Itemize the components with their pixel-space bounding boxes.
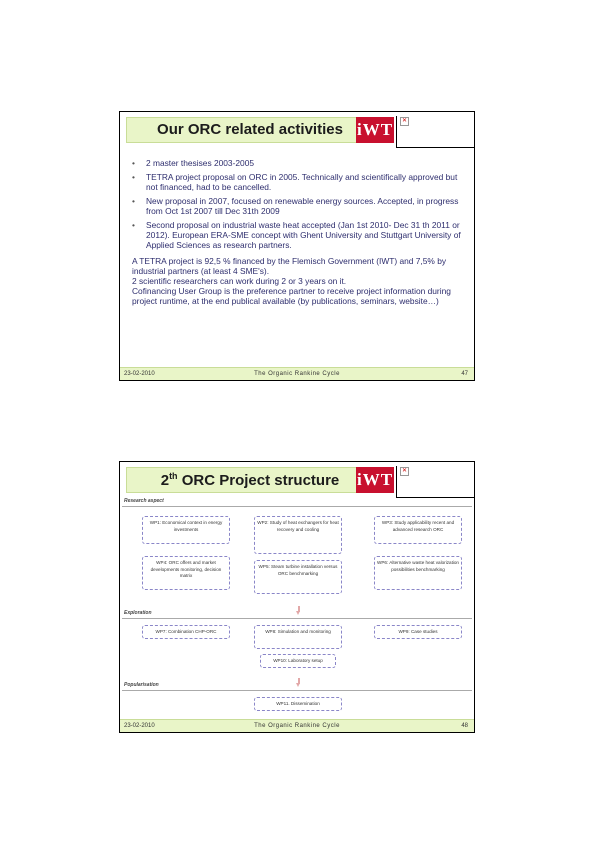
iwt-logo: iWT [356,467,394,493]
image-placeholder [396,466,474,498]
wp10-box: WP10: Laboratory setup [260,654,336,668]
section-divider [122,506,472,507]
section-divider [122,690,472,691]
slide-47 [119,111,475,381]
bullet-list [130,158,470,250]
wp1-box: WP1: Economical context in energy investments [142,516,230,544]
wp6-box: WP6: Alternative waste heat valorization possibilities benchmarking [374,556,462,590]
paragraph-line: A TETRA project is 92,5 % financed by the Flemisch Government (IWT) and 7,5% by industrial partners (at least 4 SME's). [132,256,447,276]
footer-title: The Organic Rankine Cycle [254,371,340,377]
wp7-box: WP7: Combination CHP-ORC [142,625,230,639]
wp4-box: WP4: ORC offers and market developments monitoring, decision matrix [142,556,230,590]
slide-footer [120,719,474,732]
slide-title-bar [126,467,374,493]
section-label-exploration: Exploration [124,610,152,616]
project-structure-diagram [122,498,472,720]
wp3-box: WP3: Study applicability recent and advanced research ORC [374,516,462,544]
iwt-logo: iWT [356,117,394,143]
footer-title: The Organic Rankine Cycle [254,723,340,729]
slide-title-bar [126,117,374,143]
title-superscript: th [169,471,178,481]
wp8-box: WP8: Simulation and monitoring [254,625,342,649]
section-label-research: Research aspect [124,498,164,504]
slide-title [127,471,373,489]
section-label-popularisation: Popularisation [124,682,159,688]
image-placeholder [396,116,474,148]
arrow-down-icon [296,678,301,687]
footer-date: 23-02-2010 [124,723,155,729]
bullet-item: • 2 master thesises 2003-2005 [130,158,470,168]
footer-page-number: 47 [461,371,468,377]
wp2-box: WP2: Study of heat exchangers for heat recovery and cooling [254,516,342,554]
slide-content [130,158,470,306]
title-prefix: 2 [160,472,170,489]
bullet-item: • TETRA project proposal on ORC in 2005. Technically and scientifically approved but not financed, had to be cancelled. [130,172,470,192]
section-divider [122,618,472,619]
footer-date: 23-02-2010 [124,371,155,377]
wp11-box: WP11. Dissemination [254,697,342,711]
slide-footer [120,367,474,380]
arrow-down-icon [296,606,301,615]
title-rest: ORC Project structure [177,472,340,489]
wp9-box: WP9: Case studies [374,625,462,639]
slide-title: Our ORC related activities [157,121,343,138]
bullet-item: • Second proposal on industrial waste heat accepted (Jan 1st 2010- Dec 31 th 2011 or 2012). European ERA-SME concept with Ghent University and Stuttgart University of Applied Sciences as research partners. [130,220,470,250]
bullet-item: • New proposal in 2007, focused on renewable energy sources. Accepted, in progress from Oct 1st 2007 till Dec 31th 2009 [130,196,470,216]
paragraph-line: 2 scientific researchers can work during 2 or 3 years on it. [132,276,347,286]
broken-image-icon: ✕ [401,118,408,124]
wp5-box: WP5: Steam turbine installation versus ORC benchmarking [254,560,342,594]
broken-image-icon: ✕ [401,468,408,474]
paragraph-line: Cofinancing User Group is the preference partner to receive project information during project runtime, at the end publical available (by publications, seminars, website…) [132,286,451,306]
paragraph [130,256,470,306]
slide-48 [119,461,475,733]
footer-page-number: 48 [461,723,468,729]
